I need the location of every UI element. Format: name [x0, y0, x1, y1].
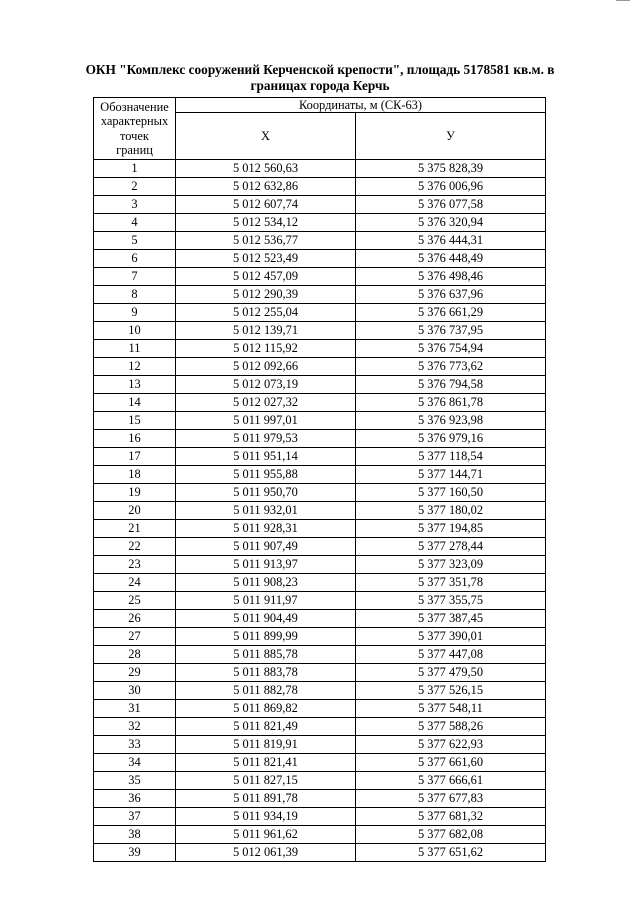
point-number: 18: [94, 466, 176, 484]
header-point-line: Обозначение: [100, 99, 169, 114]
coord-y: 5 375 828,39: [356, 160, 546, 178]
table-row: [94, 718, 546, 736]
coord-y: 5 377 651,62: [356, 844, 546, 862]
table-row: [94, 322, 546, 340]
coord-x: 5 011 907,49: [176, 538, 356, 556]
coord-y: 5 377 622,93: [356, 736, 546, 754]
table-row: [94, 502, 546, 520]
table-row: [94, 232, 546, 250]
coord-y: 5 377 278,44: [356, 538, 546, 556]
point-number: 34: [94, 754, 176, 772]
coord-x: 5 011 961,62: [176, 826, 356, 844]
coord-x: 5 012 139,71: [176, 322, 356, 340]
coord-y: 5 377 118,54: [356, 448, 546, 466]
table-row: [94, 520, 546, 538]
point-number: 37: [94, 808, 176, 826]
coord-y: 5 377 677,83: [356, 790, 546, 808]
coord-y: 5 376 979,16: [356, 430, 546, 448]
coord-x: 5 011 934,19: [176, 808, 356, 826]
point-number: 25: [94, 592, 176, 610]
document-title: ОКН "Комплекс сооружений Керченской крепости", площадь 5178581 кв.м. в границах города Керчь: [85, 62, 555, 93]
table-row: [94, 412, 546, 430]
table-body: [94, 160, 546, 862]
coord-y: 5 376 498,46: [356, 268, 546, 286]
coord-y: 5 377 160,50: [356, 484, 546, 502]
header-coordinates: Координаты, м (СК-63): [176, 98, 546, 113]
header-x: Х: [176, 113, 356, 160]
point-number: 35: [94, 772, 176, 790]
point-number: 36: [94, 790, 176, 808]
table-row: [94, 430, 546, 448]
header-point-line: характерных: [100, 114, 169, 128]
table-row: [94, 628, 546, 646]
point-number: 22: [94, 538, 176, 556]
coord-x: 5 011 932,01: [176, 502, 356, 520]
point-number: 27: [94, 628, 176, 646]
coord-x: 5 012 632,86: [176, 178, 356, 196]
table-row: [94, 340, 546, 358]
table-row: [94, 448, 546, 466]
table-row: [94, 700, 546, 718]
point-number: 9: [94, 304, 176, 322]
point-number: 14: [94, 394, 176, 412]
table-row: [94, 358, 546, 376]
coord-y: 5 376 006,96: [356, 178, 546, 196]
table-row: [94, 250, 546, 268]
coord-x: 5 012 536,77: [176, 232, 356, 250]
point-number: 30: [94, 682, 176, 700]
point-number: 3: [94, 196, 176, 214]
coord-y: 5 376 754,94: [356, 340, 546, 358]
coord-y: 5 377 351,78: [356, 574, 546, 592]
coord-x: 5 012 560,63: [176, 160, 356, 178]
table-row: [94, 808, 546, 826]
scan-edge-mark: [616, 0, 630, 1]
point-number: 38: [94, 826, 176, 844]
point-number: 24: [94, 574, 176, 592]
coord-y: 5 376 737,95: [356, 322, 546, 340]
coord-x: 5 011 928,31: [176, 520, 356, 538]
table-row: [94, 736, 546, 754]
table-row: [94, 574, 546, 592]
coord-y: 5 377 666,61: [356, 772, 546, 790]
table-row: [94, 268, 546, 286]
coord-y: 5 377 355,75: [356, 592, 546, 610]
point-number: 12: [94, 358, 176, 376]
coord-x: 5 012 092,66: [176, 358, 356, 376]
point-number: 31: [94, 700, 176, 718]
coord-y: 5 376 077,58: [356, 196, 546, 214]
coord-x: 5 011 821,49: [176, 718, 356, 736]
point-number: 8: [94, 286, 176, 304]
table-row: [94, 646, 546, 664]
table-row: [94, 196, 546, 214]
table-row: [94, 826, 546, 844]
table-row: [94, 160, 546, 178]
coord-y: 5 377 323,09: [356, 556, 546, 574]
table-row: [94, 844, 546, 862]
coord-x: 5 011 869,82: [176, 700, 356, 718]
table-row: [94, 682, 546, 700]
table-row: [94, 790, 546, 808]
coord-x: 5 011 911,97: [176, 592, 356, 610]
table-row: [94, 556, 546, 574]
coord-x: 5 012 115,92: [176, 340, 356, 358]
table-row: [94, 592, 546, 610]
table-row: [94, 484, 546, 502]
coord-y: 5 377 682,08: [356, 826, 546, 844]
coord-y: 5 376 448,49: [356, 250, 546, 268]
table-row: [94, 214, 546, 232]
table-row: [94, 466, 546, 484]
coord-y: 5 377 479,50: [356, 664, 546, 682]
header-point-line: границ: [116, 143, 153, 157]
coord-x: 5 011 997,01: [176, 412, 356, 430]
coord-x: 5 011 908,23: [176, 574, 356, 592]
coord-y: 5 376 923,98: [356, 412, 546, 430]
table-row: [94, 610, 546, 628]
point-number: 13: [94, 376, 176, 394]
coord-y: 5 377 390,01: [356, 628, 546, 646]
coord-x: 5 012 607,74: [176, 196, 356, 214]
table-row: [94, 178, 546, 196]
coord-x: 5 011 883,78: [176, 664, 356, 682]
coord-x: 5 011 904,49: [176, 610, 356, 628]
coord-y: 5 377 447,08: [356, 646, 546, 664]
table-row: [94, 772, 546, 790]
coord-y: 5 377 180,02: [356, 502, 546, 520]
point-number: 20: [94, 502, 176, 520]
point-number: 4: [94, 214, 176, 232]
table-row: [94, 394, 546, 412]
header-point-line: точек: [120, 128, 149, 143]
point-number: 16: [94, 430, 176, 448]
point-number: 15: [94, 412, 176, 430]
coord-x: 5 012 457,09: [176, 268, 356, 286]
coord-x: 5 011 913,97: [176, 556, 356, 574]
coord-x: 5 011 882,78: [176, 682, 356, 700]
coord-y: 5 377 681,32: [356, 808, 546, 826]
point-number: 11: [94, 340, 176, 358]
coord-x: 5 012 255,04: [176, 304, 356, 322]
point-number: 28: [94, 646, 176, 664]
coord-x: 5 011 899,99: [176, 628, 356, 646]
coord-x: 5 012 523,49: [176, 250, 356, 268]
point-number: 26: [94, 610, 176, 628]
coord-x: 5 012 073,19: [176, 376, 356, 394]
coord-y: 5 377 387,45: [356, 610, 546, 628]
point-number: 17: [94, 448, 176, 466]
coord-x: 5 011 950,70: [176, 484, 356, 502]
point-number: 7: [94, 268, 176, 286]
table-row: [94, 538, 546, 556]
coord-y: 5 376 861,78: [356, 394, 546, 412]
table-row: [94, 376, 546, 394]
point-number: 5: [94, 232, 176, 250]
point-number: 21: [94, 520, 176, 538]
header-point-designation: [94, 98, 176, 160]
coord-y: 5 376 773,62: [356, 358, 546, 376]
coord-x: 5 012 290,39: [176, 286, 356, 304]
point-number: 32: [94, 718, 176, 736]
point-number: 29: [94, 664, 176, 682]
coord-x: 5 011 979,53: [176, 430, 356, 448]
table-row: [94, 286, 546, 304]
coord-x: 5 011 885,78: [176, 646, 356, 664]
table-row: [94, 664, 546, 682]
coord-y: 5 377 144,71: [356, 466, 546, 484]
point-number: 1: [94, 160, 176, 178]
point-number: 39: [94, 844, 176, 862]
table-row: [94, 754, 546, 772]
header-y: У: [356, 113, 546, 160]
coord-x: 5 011 819,91: [176, 736, 356, 754]
coord-y: 5 376 661,29: [356, 304, 546, 322]
point-number: 10: [94, 322, 176, 340]
coord-x: 5 012 534,12: [176, 214, 356, 232]
coord-x: 5 011 951,14: [176, 448, 356, 466]
coord-y: 5 376 794,58: [356, 376, 546, 394]
coord-y: 5 377 194,85: [356, 520, 546, 538]
point-number: 23: [94, 556, 176, 574]
coord-y: 5 377 548,11: [356, 700, 546, 718]
point-number: 19: [94, 484, 176, 502]
coord-y: 5 376 320,94: [356, 214, 546, 232]
coord-x: 5 011 891,78: [176, 790, 356, 808]
coord-y: 5 376 444,31: [356, 232, 546, 250]
coord-x: 5 012 061,39: [176, 844, 356, 862]
point-number: 33: [94, 736, 176, 754]
table-row: [94, 304, 546, 322]
coord-y: 5 376 637,96: [356, 286, 546, 304]
coord-x: 5 011 821,41: [176, 754, 356, 772]
coord-y: 5 377 661,60: [356, 754, 546, 772]
coord-y: 5 377 526,15: [356, 682, 546, 700]
coord-y: 5 377 588,26: [356, 718, 546, 736]
point-number: 6: [94, 250, 176, 268]
coord-x: 5 011 827,15: [176, 772, 356, 790]
coordinates-table: [93, 97, 546, 862]
point-number: 2: [94, 178, 176, 196]
coord-x: 5 011 955,88: [176, 466, 356, 484]
coord-x: 5 012 027,32: [176, 394, 356, 412]
